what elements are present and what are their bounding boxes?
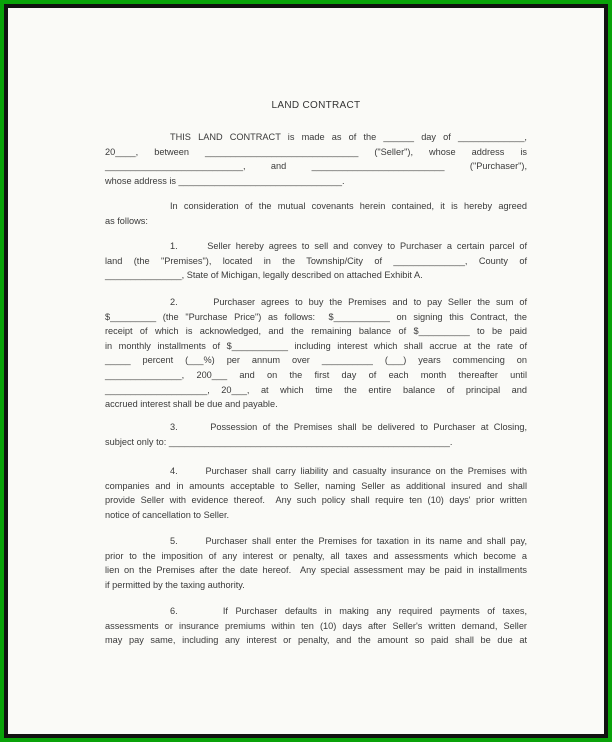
paragraph-3 [105,420,527,449]
document-page [8,8,604,734]
text-line: 20____, between ______________________________ ("Seller"), whose address is [105,146,527,157]
text-line: In consideration of the mutual covenants herein contained, it is hereby agreed [170,201,527,211]
text-line: 6. If Purchaser defaults in making any required payments of taxes, [170,606,527,616]
text-line: land (the "Premises"), located in the Township/City of ______________, County of [105,255,527,266]
text-line: 4. Purchaser shall carry liability and casualty insurance on the Premises with [170,466,527,476]
text-line: receipt of which is acknowledged, and the remaining balance of $__________ to be paid [105,326,527,337]
text-line: 5. Purchaser shall enter the Premises for taxation in its name and shall pay, [170,536,527,546]
text-line: in monthly installments of $___________ including interest which shall accrue at the rate of [105,340,527,351]
page-bottom-fade [8,648,604,734]
text-line: _____ percent (___%) per annum over __________ (___) years commencing on [105,355,527,366]
text-line: 1. Seller hereby agrees to sell and convey to Purchaser a certain parcel of [170,241,527,251]
text-line: $_________ (the "Purchase Price") as follows: $___________ on signing this Contract, the [105,311,527,322]
text-line: may pay same, including any interest or penalty, and the amount so paid shall be due at [105,635,527,646]
text-line: if permitted by the taxing authority. [105,579,245,590]
paragraph-2 [105,295,527,412]
text-line: _______________, State of Michigan, legally described on attached Exhibit A. [105,270,423,281]
text-line: assessments or insurance premiums within ten (10) days after Seller's written demand, Seller [105,620,527,631]
paragraph-4 [105,464,527,522]
intro-paragraph [105,130,527,188]
text-line: ___________________________, and __________________________ ("Purchaser"), [105,161,527,172]
text-line: ____________________, 20___, at which time the entire balance of principal and [105,384,527,395]
text-line: 3. Possession of the Premises shall be delivered to Purchaser at Closing, [170,422,527,432]
text-line: as follows: [105,215,148,226]
text-line: companies and in amounts acceptable to Seller, naming Seller as additional insured and shall [105,480,527,491]
consideration-paragraph [105,199,527,228]
text-line: lien on the Premises after the date hereof. Any special assessment may be paid in installments [105,565,527,576]
paragraph-1 [105,239,527,283]
text-line: 2. Purchaser agrees to buy the Premises and to pay Seller the sum of [170,297,527,307]
text-line: notice of cancellation to Seller. [105,509,230,520]
paragraph-6 [105,604,527,648]
paragraph-5 [105,534,527,592]
document-title: LAND CONTRACT [271,100,361,111]
text-line: THIS LAND CONTRACT is made as of the ______ day of _____________, [170,132,527,142]
text-line: accrued interest shall be due and payable. [105,399,278,410]
text-line: _______________, 200___ and on the first day of each month thereafter until [105,369,527,380]
text-line: prior to the imposition of any interest or penalty, all taxes and assessments which become a [105,550,527,561]
text-line: provide Seller with evidence thereof. Any such policy shall require ten (10) days' prior written [105,495,527,506]
text-line: whose address is ________________________________. [105,175,345,186]
text-line: subject only to: _______________________________________________________. [105,436,453,447]
